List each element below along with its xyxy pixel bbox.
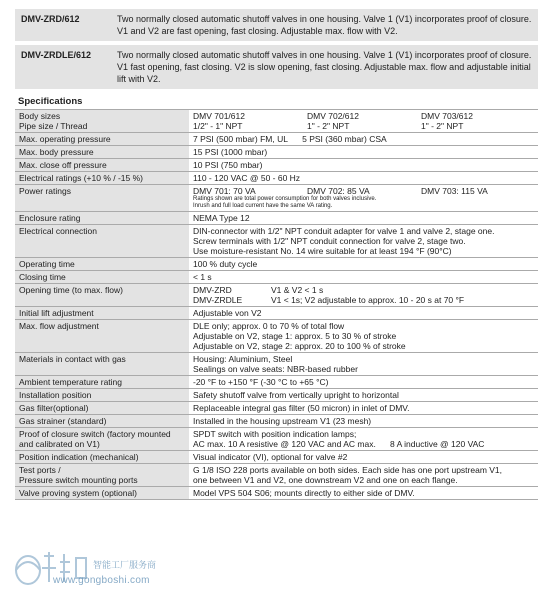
table-row — [15, 451, 538, 464]
row-label: Installation position — [15, 389, 189, 402]
value-csa: 5 PSI (360 mbar) CSA — [302, 134, 387, 144]
value-line: Adjustable on V2, stage 1: approx. 5 to 30 % of stroke — [193, 331, 397, 341]
power-701: DMV 701: 70 VA — [193, 186, 256, 196]
opening-time-value: V1 < 1s; V2 adjustable to approx. 10 - 20 s at 70 °F — [271, 295, 465, 305]
model-description: Two normally closed automatic shutoff valves in one housing. Valve 1 (V1) incorporates proof of closure. V1 fast opening, fast closing. V2 is slow opening, fast closing. Adjustable max. flow and adjustable initial lift with V2. — [117, 50, 532, 84]
table-row — [15, 212, 538, 225]
table-row — [15, 307, 538, 320]
table-row — [15, 159, 538, 172]
row-value: Visual indicator (VI), optional for valve #2 — [189, 451, 538, 464]
value-line: DLE only; approx. 0 to 70 % of total flow — [193, 321, 345, 331]
row-label: Ambient temperature rating — [15, 376, 189, 389]
label-line: Pipe size / Thread — [19, 121, 88, 131]
model-code: DMV-ZRDLE/612 — [21, 50, 92, 60]
table-row — [15, 353, 538, 376]
row-value: NEMA Type 12 — [189, 212, 538, 225]
row-value — [189, 185, 538, 212]
thread-size: 1" - 2" NPT — [421, 121, 464, 131]
row-value: -20 °F to +150 °F (-30 °C to +65 °C) — [189, 376, 538, 389]
value-line: Screw terminals with 1/2" NPT conduit connection for valve 2, stage two. — [193, 236, 466, 246]
value-line: SPDT switch with position indication lamps; — [193, 429, 357, 439]
power-note: Ratings shown are total power consumption for both valves inclusive. — [193, 196, 377, 202]
row-value: < 1 s — [189, 271, 538, 284]
row-label: Enclosure rating — [15, 212, 189, 225]
value-line: Housing: Aluminium, Steel — [193, 354, 293, 364]
table-row — [15, 271, 538, 284]
row-value: 10 PSI (750 mbar) — [189, 159, 538, 172]
opening-time-value: V1 & V2 < 1 s — [271, 285, 324, 295]
specifications-heading: Specifications — [18, 96, 83, 107]
row-label: Position indication (mechanical) — [15, 451, 189, 464]
row-value — [189, 464, 538, 487]
row-value — [189, 284, 538, 307]
value-line: Use moisture-resistant No. 14 wire suitable for at least 194 °F (90°C) — [193, 246, 452, 256]
label-line: Pressure switch mounting ports — [19, 475, 138, 485]
model-descriptions — [15, 9, 538, 93]
value-line: Adjustable on V2, stage 2: approx. 20 to 100 % of stroke — [193, 341, 406, 351]
table-row — [15, 284, 538, 307]
row-label: Power ratings — [15, 185, 189, 212]
model-name: DMV-ZRDLE — [193, 295, 243, 305]
label-line: Proof of closure switch (factory mounted — [19, 429, 171, 439]
table-row — [15, 185, 538, 212]
value-line: AC max. 10 A resistive @ 120 VAC and AC max. 8 A inductive @ 120 VAC — [193, 439, 485, 449]
row-label: Max. flow adjustment — [15, 320, 189, 353]
row-value: Installed in the housing upstream V1 (23 mesh) — [189, 415, 538, 428]
row-label: Max. operating pressure — [15, 133, 189, 146]
table-row — [15, 402, 538, 415]
value-line: DIN-connector with 1/2" NPT conduit adapter for valve 1 and valve 2, stage one. — [193, 226, 495, 236]
row-label: Max. close off pressure — [15, 159, 189, 172]
label-line: Body sizes — [19, 111, 61, 121]
watermark-cn-text: 智能工厂服务商 — [93, 560, 157, 570]
specifications-table — [15, 109, 538, 500]
row-label: Initial lift adjustment — [15, 307, 189, 320]
table-row — [15, 428, 538, 451]
row-value — [189, 320, 538, 353]
table-row — [15, 258, 538, 271]
table-row — [15, 415, 538, 428]
row-label: Gas strainer (standard) — [15, 415, 189, 428]
model-name: DMV 701/612 — [193, 111, 245, 121]
table-row — [15, 172, 538, 185]
table-row — [15, 146, 538, 159]
row-value — [189, 110, 538, 133]
row-label: Materials in contact with gas — [15, 353, 189, 376]
model-code: DMV-ZRD/612 — [21, 14, 80, 24]
row-label — [15, 110, 189, 133]
row-label: Closing time — [15, 271, 189, 284]
table-row — [15, 133, 538, 146]
model-name: DMV 702/612 — [307, 111, 359, 121]
table-row — [15, 487, 538, 500]
row-value: 15 PSI (1000 mbar) — [189, 146, 538, 159]
row-value: 100 % duty cycle — [189, 258, 538, 271]
model-description: Two normally closed automatic shutoff valves in one housing. Valve 1 (V1) incorporates proof of closure. V1 and V2 are fast opening, fast closing. Adjustable max. flow with V2. — [117, 14, 532, 36]
row-label: Gas filter(optional) — [15, 402, 189, 415]
value-line: Sealings on valve seats: NBR-based rubber — [193, 364, 358, 374]
row-label: Max. body pressure — [15, 146, 189, 159]
table-row — [15, 225, 538, 258]
row-label: Electrical connection — [15, 225, 189, 258]
model-name: DMV-ZRD — [193, 285, 232, 295]
row-label — [15, 464, 189, 487]
row-value: Safety shutoff valve from vertically upright to horizontal — [189, 389, 538, 402]
thread-size: 1/2" - 1" NPT — [193, 121, 243, 131]
thread-size: 1" - 2" NPT — [307, 121, 350, 131]
row-value — [189, 353, 538, 376]
row-value: Replaceable integral gas filter (50 micron) in inlet of DMV. — [189, 402, 538, 415]
table-row — [15, 464, 538, 487]
model-row-zrd — [15, 9, 538, 41]
watermark-url: www.gongboshi.com — [53, 575, 150, 586]
row-label — [15, 428, 189, 451]
row-value: 110 - 120 VAC @ 50 - 60 Hz — [189, 172, 538, 185]
row-value — [189, 225, 538, 258]
row-value — [189, 428, 538, 451]
table-row — [15, 320, 538, 353]
model-name: DMV 703/612 — [421, 111, 473, 121]
row-value: Model VPS 504 S06; mounts directly to either side of DMV. — [189, 487, 538, 500]
power-note: Inrush and full load current have the same VA rating. — [193, 203, 333, 209]
row-label: Opening time (to max. flow) — [15, 284, 189, 307]
label-line: and calibrated on V1) — [19, 439, 100, 449]
table-row — [15, 110, 538, 133]
value-line: one between V1 and V2, one downstream V2 and one on each flange. — [193, 475, 458, 485]
value-fm-ul: 7 PSI (500 mbar) FM, UL — [193, 134, 288, 144]
row-label: Electrical ratings (+10 % / -15 %) — [15, 172, 189, 185]
power-703: DMV 703: 115 VA — [421, 186, 488, 196]
table-row — [15, 389, 538, 402]
power-702: DMV 702: 85 VA — [307, 186, 370, 196]
label-line: Test ports / — [19, 465, 61, 475]
row-value: Adjustable von V2 — [189, 307, 538, 320]
row-value — [189, 133, 538, 146]
model-row-zrdle — [15, 45, 538, 89]
value-line: G 1/8 ISO 228 ports available on both sides. Each side has one port upstream V1, — [193, 465, 503, 475]
row-label: Valve proving system (optional) — [15, 487, 189, 500]
row-label: Operating time — [15, 258, 189, 271]
table-row — [15, 376, 538, 389]
